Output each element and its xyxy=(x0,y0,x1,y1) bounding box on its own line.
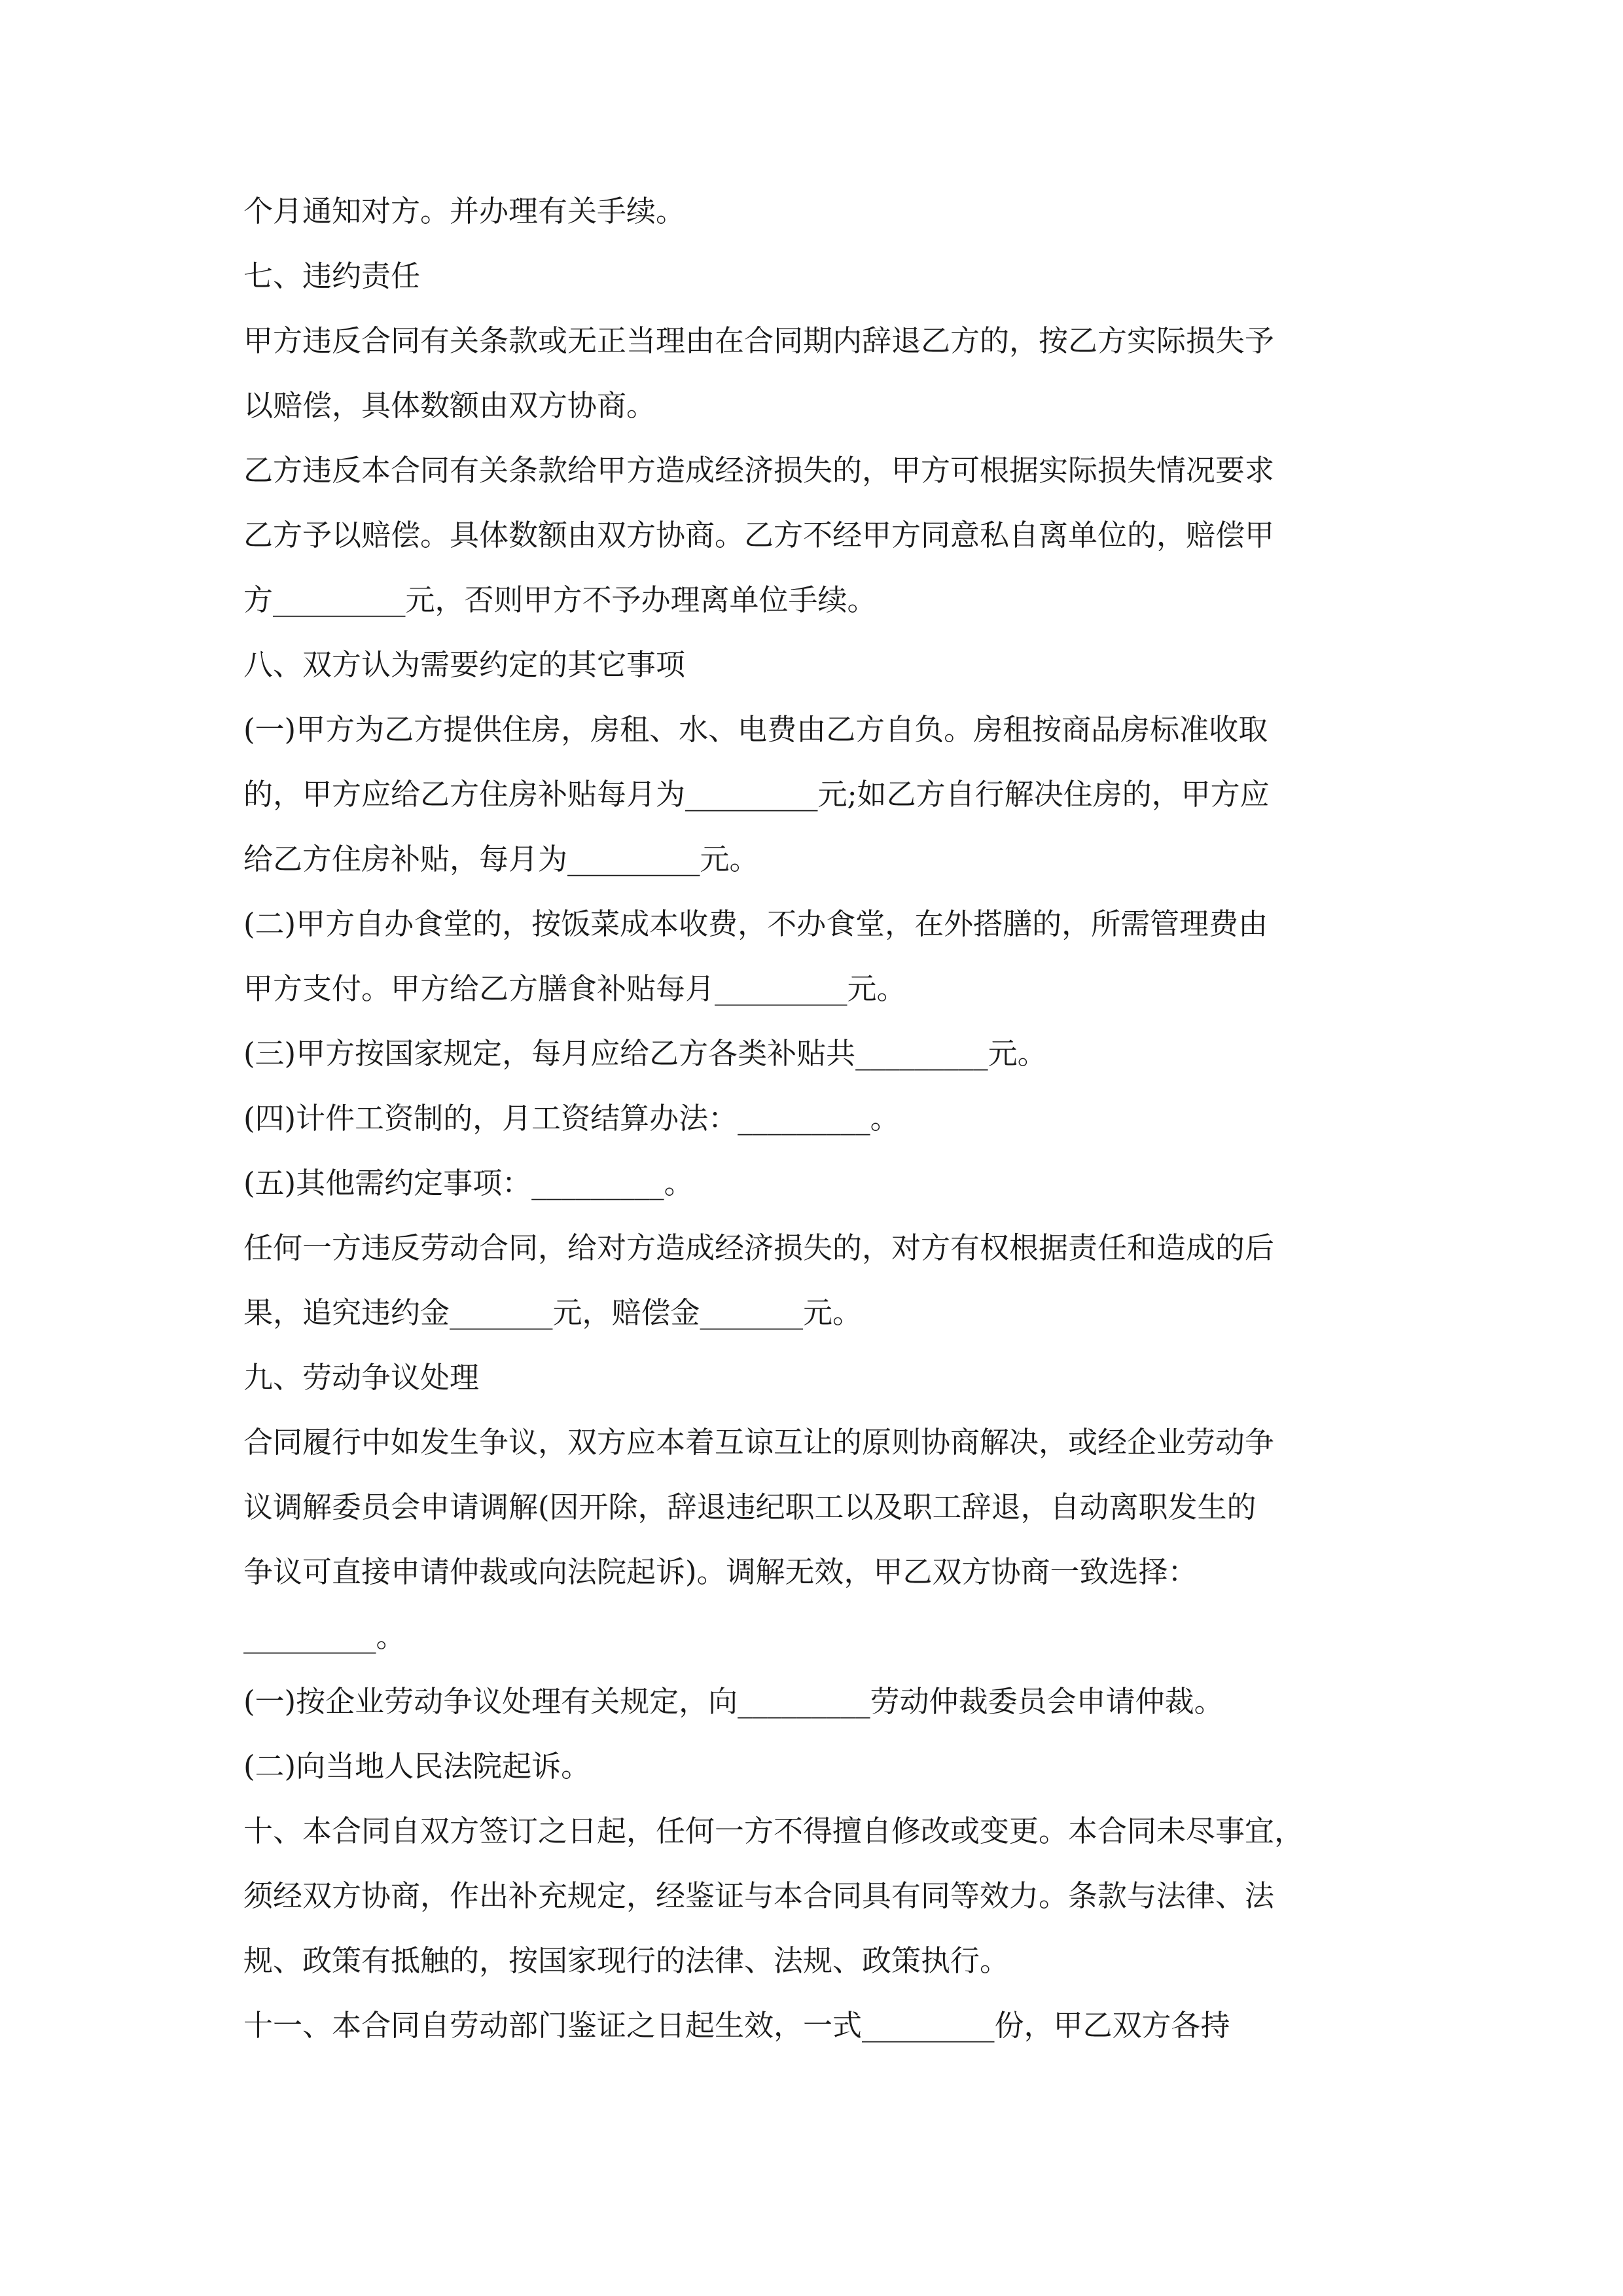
text-line: 任何一方违反劳动合同，给对方造成经济损失的，对方有权根据责任和造成的后 xyxy=(243,1230,1275,1265)
text-line: 果，追究违约金_______元，赔偿金_______元。 xyxy=(243,1295,863,1330)
text-line: 乙方予以赔偿。具体数额由双方协商。乙方不经甲方同意私自离单位的，赔偿甲 xyxy=(243,518,1275,552)
document-page xyxy=(243,195,1382,2074)
text-line: 议调解委员会申请调解(因开除，辞退违纪职工以及职工辞退，自动离职发生的 xyxy=(243,1490,1257,1524)
text-line: 规、政策有抵触的，按国家现行的法律、法规、政策执行。 xyxy=(243,1943,1010,1978)
text-line: (一)按企业劳动争议处理有关规定，向_________劳动仲裁委员会申请仲裁。 xyxy=(243,1684,1224,1719)
text-line: (二)甲方自办食堂的，按饭菜成本收费，不办食堂，在外搭膳的，所需管理费由 xyxy=(243,906,1268,941)
text-line: 争议可直接申请仲裁或向法院起诉)。调解无效，甲乙双方协商一致选择： xyxy=(243,1554,1198,1589)
text-line: _________。 xyxy=(243,1619,406,1654)
text-line: 合同履行中如发生争议，双方应本着互谅互让的原则协商解决，或经企业劳动争 xyxy=(243,1425,1275,1460)
section-heading: 九、劳动争议处理 xyxy=(243,1360,480,1395)
section-heading: 七、违约责任 xyxy=(243,259,421,293)
text-line: 以赔偿，具体数额由双方协商。 xyxy=(243,388,656,423)
text-line: 的，甲方应给乙方住房补贴每月为_________元;如乙方自行解决住房的，甲方应 xyxy=(243,777,1270,812)
text-line: 十一、本合同自劳动部门鉴证之日起生效，一式_________份，甲乙双方各持 xyxy=(243,2008,1230,2043)
text-line: 须经双方协商，作出补充规定，经鉴证与本合同具有同等效力。条款与法律、法 xyxy=(243,1878,1275,1913)
text-line: 给乙方住房补贴，每月为_________元。 xyxy=(243,842,759,876)
text-line: 方_________元，否则甲方不予办理离单位手续。 xyxy=(243,583,877,617)
text-line: (一)甲方为乙方提供住房，房租、水、电费由乙方自负。房租按商品房标准收取 xyxy=(243,712,1268,747)
text-line: 甲方违反合同有关条款或无正当理由在合同期内辞退乙方的，按乙方实际损失予 xyxy=(243,323,1275,358)
text-line: 十、本合同自双方签订之日起，任何一方不得擅自修改或变更。本合同未尽事宜， xyxy=(243,1814,1304,1848)
text-line: 甲方支付。甲方给乙方膳食补贴每月_________元。 xyxy=(243,971,906,1006)
text-line: 乙方违反本合同有关条款给甲方造成经济损失的，甲方可根据实际损失情况要求 xyxy=(243,453,1275,488)
text-line: (五)其他需约定事项：_________。 xyxy=(243,1166,694,1200)
text-line: (二)向当地人民法院起诉。 xyxy=(243,1749,591,1784)
text-line: 个月通知对方。并办理有关手续。 xyxy=(243,194,686,228)
text-line: (三)甲方按国家规定，每月应给乙方各类补贴共_________元。 xyxy=(243,1036,1047,1071)
text-line: (四)计件工资制的，月工资结算办法：_________。 xyxy=(243,1101,900,1136)
section-heading: 八、双方认为需要约定的其它事项 xyxy=(243,647,686,682)
